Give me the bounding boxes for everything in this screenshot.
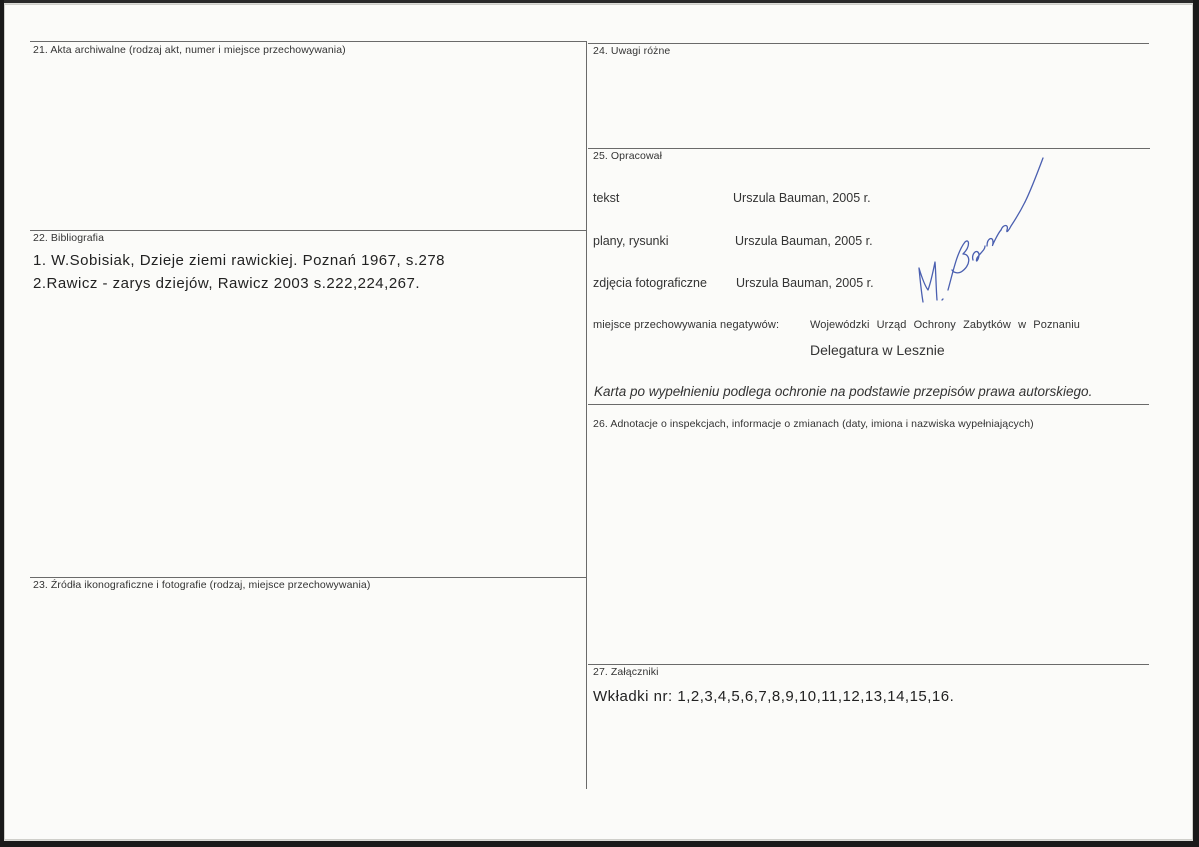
rule-27-top xyxy=(588,664,1149,665)
rule-21-top xyxy=(30,41,586,42)
bibliography-entry-2: 2.Rawicz - zarys dziejów, Rawicz 2003 s.222,224,267. xyxy=(33,275,421,292)
attachments-value: Wkładki nr: 1,2,3,4,5,6,7,8,9,10,11,12,13,14,15,16. xyxy=(593,688,955,705)
negatives-location-value: Wojewódzki Urząd Ochrony Zabytków w Poznaniu xyxy=(810,319,1080,331)
rule-26-top xyxy=(588,404,1149,405)
handwritten-signature xyxy=(905,150,1055,310)
scan-edge-bottom xyxy=(0,841,1199,847)
section-22-label: 22. Bibliografia xyxy=(33,232,105,244)
author-row-text-key: tekst xyxy=(593,191,620,205)
copyright-note: Karta po wypełnieniu podlega ochronie na podstawie przepisów prawa autorskiego. xyxy=(594,384,1093,399)
rule-22-top xyxy=(30,230,586,231)
author-row-photos-value: Urszula Bauman, 2005 r. xyxy=(736,276,874,290)
section-24-label: 24. Uwagi różne xyxy=(593,45,671,57)
author-row-plans-key: plany, rysunki xyxy=(593,234,669,248)
section-25-label: 25. Opracował xyxy=(593,150,663,162)
rule-23-top xyxy=(30,577,586,578)
section-23-label: 23. Źródła ikonograficzne i fotografie (rodzaj, miejsce przechowywania) xyxy=(33,579,371,591)
section-27-label: 27. Załączniki xyxy=(593,666,659,678)
column-divider xyxy=(586,41,587,789)
scan-edge-left xyxy=(0,0,4,847)
author-row-plans-value: Urszula Bauman, 2005 r. xyxy=(735,234,873,248)
scan-edge-top xyxy=(0,0,1199,3)
section-21-label: 21. Akta archiwalne (rodzaj akt, numer i miejsce przechowywania) xyxy=(33,44,346,56)
negatives-location-value-2: Delegatura w Lesznie xyxy=(810,342,945,358)
rule-25-top xyxy=(588,148,1150,149)
negatives-location-label: miejsce przechowywania negatywów: xyxy=(593,319,780,331)
rule-24-top xyxy=(588,43,1149,44)
section-26-label: 26. Adnotacje o inspekcjach, informacje o zmianach (daty, imiona i nazwiska wypełniających) xyxy=(593,418,1034,430)
bibliography-entry-1: 1. W.Sobisiak, Dzieje ziemi rawickiej. Poznań 1967, s.278 xyxy=(33,252,446,269)
scan-edge-right xyxy=(1193,0,1199,847)
author-row-text-value: Urszula Bauman, 2005 r. xyxy=(733,191,871,205)
author-row-photos-key: zdjęcia fotograficzne xyxy=(593,276,707,290)
